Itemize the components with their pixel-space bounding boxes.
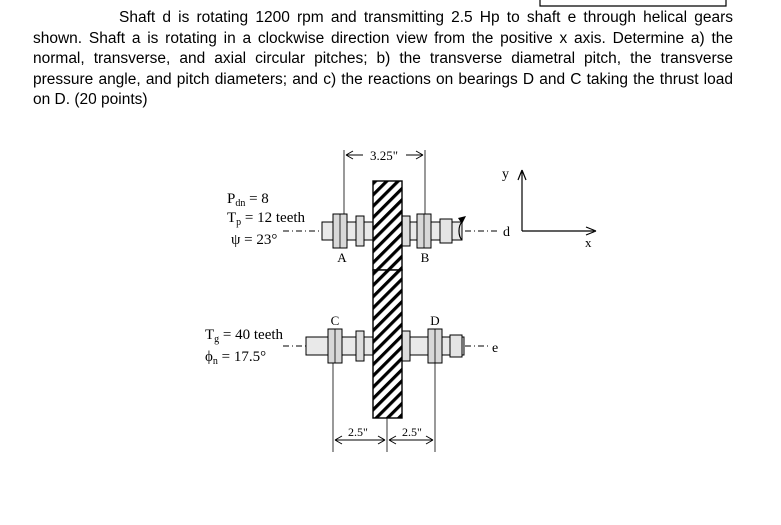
label-bearing-a: A bbox=[337, 250, 347, 265]
label-bearing-b: B bbox=[420, 250, 430, 265]
dim-top: 3.25" bbox=[369, 148, 399, 163]
dim-bottom-left: 2.5" bbox=[348, 425, 368, 439]
answer-box-edge bbox=[540, 0, 726, 6]
normal-pressure-angle: $\phi_n = 17.5^\circ$ bbox=[205, 349, 267, 367]
problem-text: Shaft d is rotating 1200 rpm and transmitting 2.5 Hp to shaft e through helical gears shown. Shaft a is rotating in a clockwise direction view from the positive x axis. Determine a) the normal, transverse, and axial circular pitches; b) the transverse diametral pitch, the transverse pressure angle, and pitch diameters; and c) the reactions on bearings D and C taking the thrust load on D. (20 points) bbox=[33, 9, 733, 109]
driven-gear bbox=[373, 270, 402, 418]
pinion-diametral-pitch: $P_{dn} = 8$ bbox=[227, 191, 269, 209]
axis-x-label: x bbox=[585, 235, 592, 250]
pinion-gear bbox=[373, 181, 402, 270]
label-bearing-d: D bbox=[430, 313, 440, 328]
axis-y-label: y bbox=[502, 167, 509, 182]
pinion-teeth: $T_p = 12$ teeth bbox=[227, 210, 306, 228]
coordinate-axes bbox=[502, 167, 596, 250]
gear-teeth: $T_g = 40$ teeth bbox=[205, 327, 284, 345]
label-bearing-c: C bbox=[330, 313, 340, 328]
helix-angle: ψ = 23° bbox=[231, 232, 278, 248]
dim-bottom-right: 2.5" bbox=[402, 425, 422, 439]
label-shaft-d: d bbox=[503, 225, 510, 240]
label-shaft-e: e bbox=[492, 341, 499, 356]
